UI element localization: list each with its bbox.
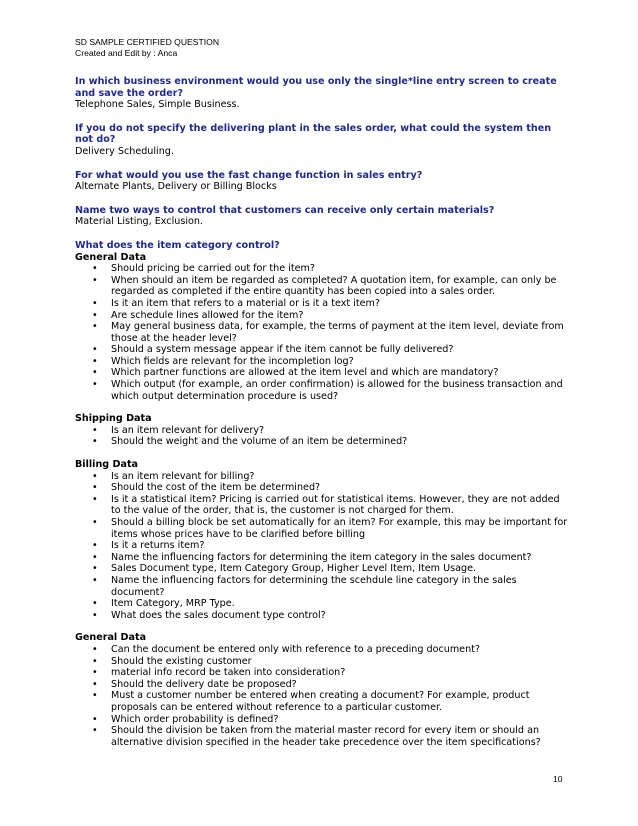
list-item: • Item Category, MRP Type. xyxy=(75,598,570,610)
list-item: • Sales Document type, Item Category Group, Higher Level Item, Item Usage. xyxy=(75,563,570,575)
list-item: • Should the existing customer xyxy=(75,656,570,668)
list-item: • Which output (for example, an order confirmation) is allowed for the business transaction and which output determination procedure is used? xyxy=(75,379,570,402)
list-item: • Should pricing be carried out for the item? xyxy=(75,263,570,275)
section-heading: General Data xyxy=(75,632,147,644)
question: What does the item category control? xyxy=(75,239,280,251)
list-item: • material info record be taken into consideration? xyxy=(75,667,570,679)
list-item: • Should the cost of the item be determined? xyxy=(75,482,570,494)
answer: Telephone Sales, Simple Business. xyxy=(75,99,240,111)
list-item: • Is an item relevant for delivery? xyxy=(75,425,570,437)
list-item: • Must a customer number be entered when creating a document? For example, product proposals can be entered without reference to a particular customer. xyxy=(75,690,570,713)
question: For what would you use the fast change function in sales entry? xyxy=(75,169,423,181)
list-item: • Name the influencing factors for determining the item category in the sales document? xyxy=(75,552,570,564)
question: Name two ways to control that customers can receive only certain materials? xyxy=(75,204,495,216)
section-heading: General Data xyxy=(75,251,147,263)
item-category-section xyxy=(75,240,570,621)
list-item: • Are schedule lines allowed for the item? xyxy=(75,310,570,322)
list-item: • Can the document be entered only with reference to a preceding document? xyxy=(75,644,570,656)
doc-type-section xyxy=(75,632,570,748)
header-title: SD SAMPLE CERTIFIED QUESTION xyxy=(75,37,220,47)
list-item: • Should the division be taken from the material master record for every item or should an alternative division specified in the header take precedence over the item specifications? xyxy=(75,725,570,748)
header-author: Created and Edit by : Anca xyxy=(75,47,178,58)
list-item: • Is it an item that refers to a material or is it a text item? xyxy=(75,298,570,310)
list-item: • What does the sales document type control? xyxy=(75,610,570,622)
question: In which business environment would you use only the single*line entry screen to create and save the order? xyxy=(75,76,557,99)
page-number: 10 xyxy=(553,774,563,784)
list-item: • Which partner functions are allowed at the item level and which are mandatory? xyxy=(75,367,570,379)
bullet-list xyxy=(75,471,570,622)
list-item: • Should a billing block be set automatically for an item? For example, this may be important for items whose prices have to be clarified before billing xyxy=(75,517,570,540)
answer: Material Listing, Exclusion. xyxy=(75,216,203,228)
list-item: • Is it a statistical item? Pricing is carried out for statistical items. However, they are not added to the value of the order, that is, the customer is not charged for them. xyxy=(75,494,570,517)
list-item: • Is an item relevant for billing? xyxy=(75,471,570,483)
list-item: • Which fields are relevant for the incompletion log? xyxy=(75,356,570,368)
question: If you do not specify the delivering plant in the sales order, what could the system then not do? xyxy=(75,122,552,146)
list-item: • Should the weight and the volume of an item be determined? xyxy=(75,436,570,448)
qa-block xyxy=(75,205,570,228)
qa-block xyxy=(75,76,570,111)
bullet-list xyxy=(75,263,570,402)
list-item: • Which order probability is defined? xyxy=(75,714,570,726)
answer: Delivery Scheduling. xyxy=(75,145,174,157)
qa-block xyxy=(75,170,570,193)
answer: Alternate Plants, Delivery or Billing Blocks xyxy=(75,181,277,193)
section-heading: Billing Data xyxy=(75,459,139,471)
bullet-list xyxy=(75,644,570,748)
section-heading: Shipping Data xyxy=(75,413,152,425)
document-body xyxy=(75,76,570,748)
list-item: • Should a system message appear if the item cannot be fully delivered? xyxy=(75,344,570,356)
list-item: • Is it a returns item? xyxy=(75,540,570,552)
qa-block xyxy=(75,123,570,158)
list-item: • Should the delivery date be proposed? xyxy=(75,679,570,691)
list-item: • When should an item be regarded as completed? A quotation item, for example, can only be regarded as completed if the entire quantity has been copied into a sales order. xyxy=(75,275,570,298)
list-item: • May general business data, for example, the terms of payment at the item level, deviate from those at the header level? xyxy=(75,321,570,344)
bullet-list xyxy=(75,425,570,448)
document-header xyxy=(75,37,219,58)
list-item: • Name the influencing factors for determining the scehdule line category in the sales document? xyxy=(75,575,570,598)
